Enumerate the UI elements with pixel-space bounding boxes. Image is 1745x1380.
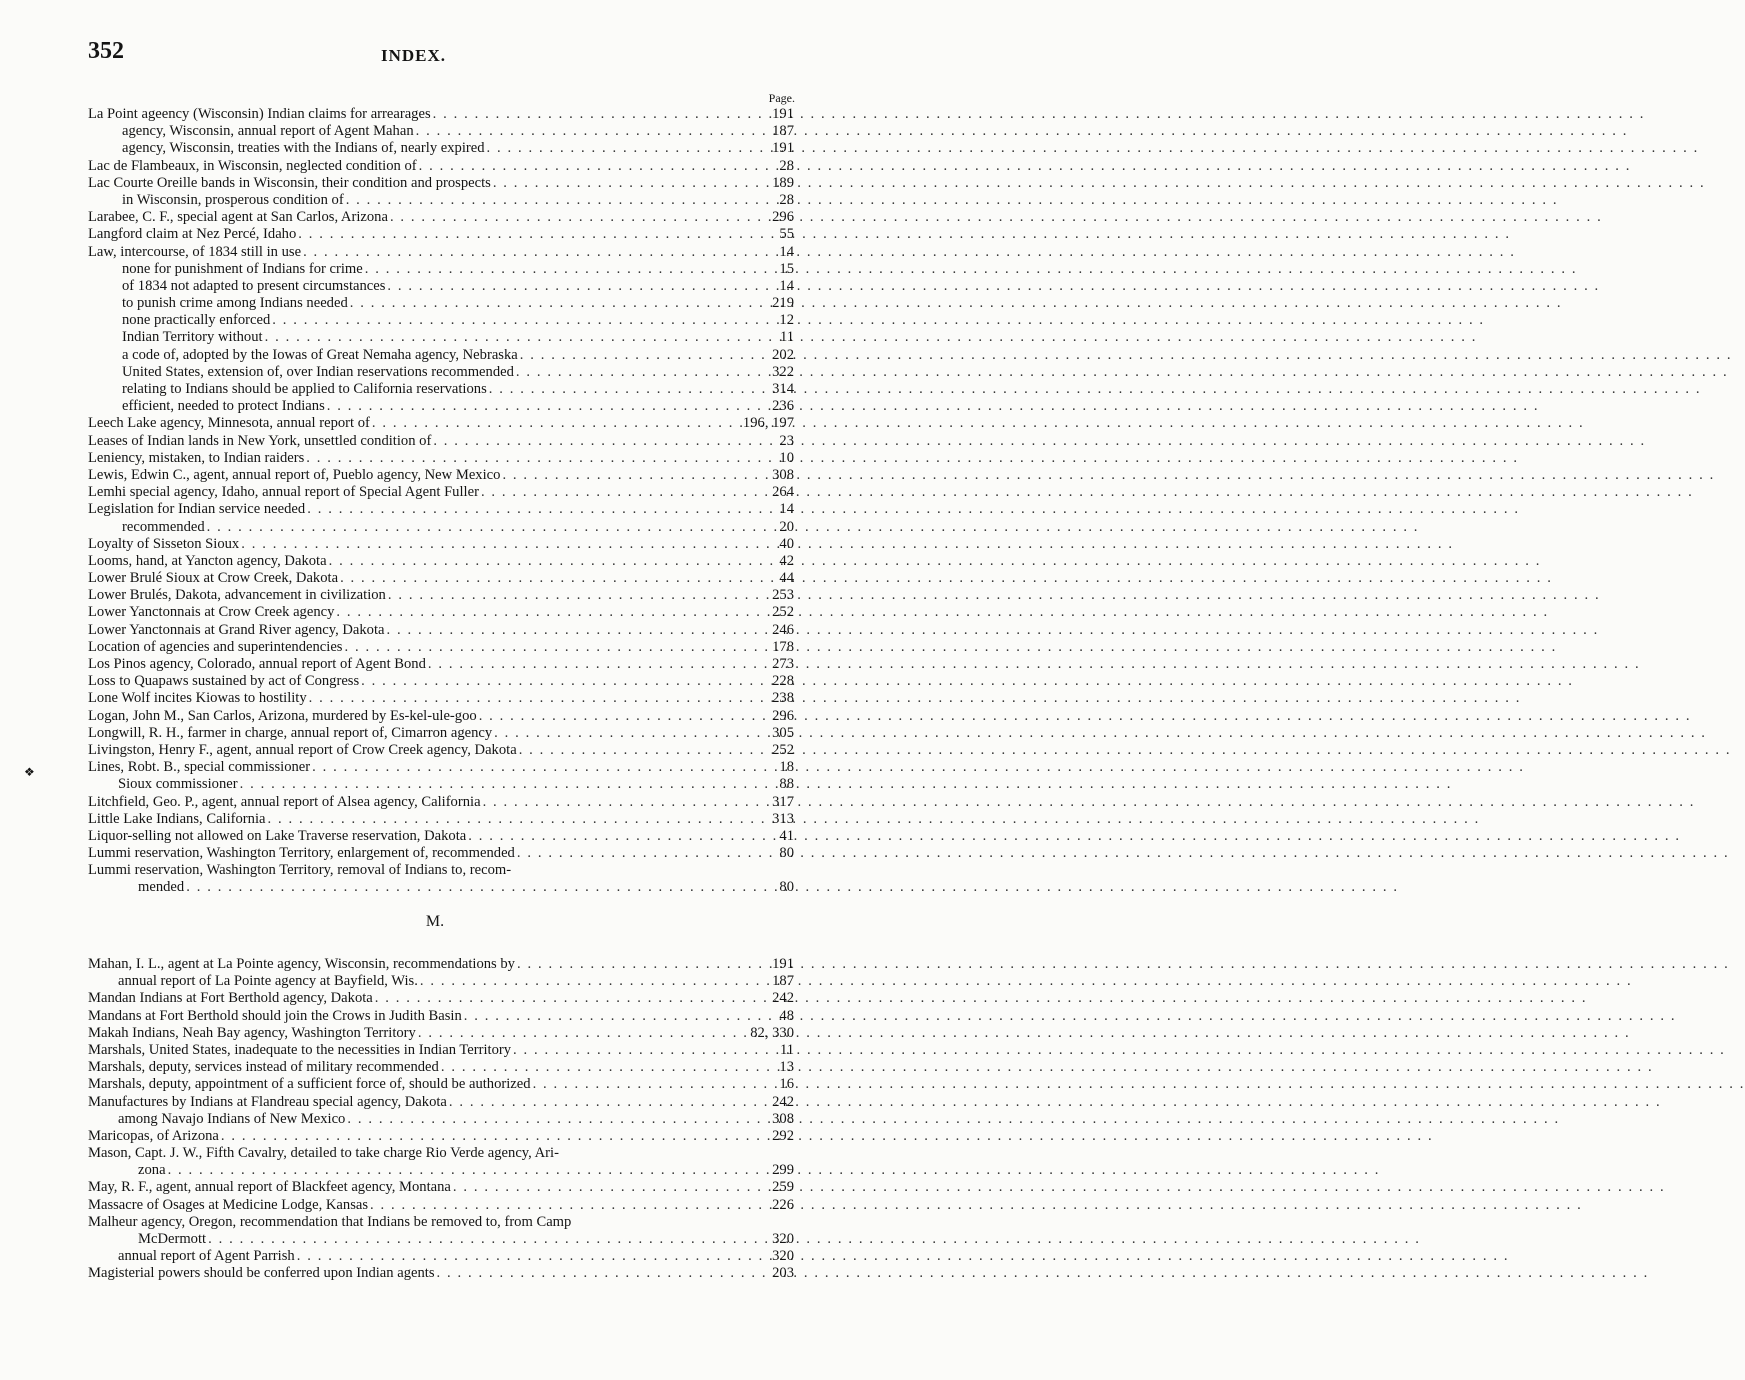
index-entry	[88, 639, 794, 656]
index-entry-text: of 1834 not adapted to present circumstances	[122, 277, 386, 294]
index-entry	[88, 656, 794, 673]
dot-leader	[301, 244, 766, 261]
index-entry-text: Massacre of Osages at Medicine Lodge, Kansas	[88, 1196, 369, 1213]
dot-leader	[206, 1231, 766, 1248]
index-entry-page: 314	[772, 381, 794, 397]
index-entry	[88, 708, 794, 725]
index-entry	[88, 415, 794, 432]
index-entry-text: Leniency, mistaken, to Indian raiders	[88, 449, 305, 466]
section-letter-m: M.	[425, 913, 445, 930]
index-entry	[88, 1248, 794, 1265]
index-entry	[88, 140, 794, 157]
dot-leader	[370, 415, 743, 432]
dot-leader	[373, 990, 766, 1007]
dot-leader	[487, 381, 766, 398]
dot-leader	[166, 1162, 766, 1179]
index-entry-text: Lemhi special agency, Idaho, annual report of Special Agent Fuller	[88, 484, 479, 501]
index-entry-text: Loyalty of Sisseton Sioux	[88, 535, 240, 552]
index-entry-page: 259	[772, 1179, 794, 1196]
index-entry	[88, 973, 794, 990]
index-entry-page: 191	[772, 106, 794, 122]
index-entry-text: zona	[138, 1162, 166, 1179]
index-entry-page: 23	[779, 432, 794, 449]
index-entry-text: Mandans at Fort Berthold should join the Crows in Judith Basin	[88, 1007, 462, 1024]
index-entry-page: 88	[779, 776, 794, 793]
dot-leader	[386, 587, 766, 604]
index-entry-page: 320	[772, 1248, 794, 1265]
dot-leader	[517, 742, 766, 759]
index-entry-page: 246	[772, 621, 794, 638]
dot-leader	[462, 1008, 766, 1025]
index-entry-text: Looms, hand, at Yancton agency, Dakota	[88, 552, 327, 569]
index-entry-text: Lower Brulés, Dakota, advancement in civilization	[88, 587, 386, 604]
dot-leader	[435, 1265, 766, 1282]
index-entry-page: 55	[779, 226, 794, 243]
index-entry-text: agency, Wisconsin, treaties with the Indians of, nearly expired	[122, 140, 485, 157]
dot-leader	[531, 1076, 766, 1093]
index-entry-text: recommended	[122, 518, 205, 535]
index-entry	[88, 845, 794, 862]
index-entry-page: 191	[772, 956, 794, 972]
dot-leader	[239, 536, 766, 553]
index-entry-page: 252	[772, 604, 794, 621]
index-entry-text: May, R. F., agent, annual report of Blackfeet agency, Montana	[88, 1179, 451, 1196]
dot-leader	[385, 278, 766, 295]
index-entry	[88, 226, 794, 243]
dot-leader	[511, 1042, 766, 1059]
index-entry-text: to punish crime among Indians needed	[122, 295, 348, 312]
index-entry-text: Loss to Quapaws sustained by act of Congress	[88, 673, 360, 690]
index-entry-page: 191	[772, 140, 794, 157]
index-entry-page: 14	[779, 243, 794, 260]
index-entry	[88, 381, 794, 398]
index-entry	[88, 1008, 794, 1025]
index-entry	[88, 862, 794, 879]
index-entry-page: 12	[779, 312, 794, 329]
index-entry-text: Law, intercourse, of 1834 still in use	[88, 243, 302, 260]
index-entry-text: Leech Lake agency, Minnesota, annual report of	[88, 415, 370, 432]
dot-leader	[296, 226, 766, 243]
index-entry	[88, 1042, 794, 1059]
index-entry-text: Little Lake Indians, California	[88, 810, 266, 827]
index-entry-text: Lac Courte Oreille bands in Wisconsin, their condition and prospects	[88, 174, 491, 191]
dot-leader	[414, 123, 766, 140]
dot-leader	[431, 433, 766, 450]
index-entry-text: none for punishment of Indians for crime	[122, 260, 363, 277]
index-entry-page: 14	[779, 277, 794, 294]
index-entry-page: 236	[772, 398, 794, 415]
index-entry	[88, 1179, 794, 1196]
dot-leader	[515, 956, 766, 973]
index-entry-page: 242	[772, 990, 794, 1007]
index-section-l	[88, 106, 794, 897]
dot-leader	[344, 192, 766, 209]
index-entry	[88, 467, 794, 484]
index-entry-text: Livingston, Henry F., agent, annual report of Crow Creek agency, Dakota	[88, 741, 517, 758]
dot-leader	[342, 639, 766, 656]
index-entry-text: Lone Wolf incites Kiowas to hostility	[88, 690, 307, 707]
dot-leader	[334, 604, 766, 621]
index-entry-text: annual report of La Pointe agency at Bayfield, Wis.	[118, 973, 418, 990]
dot-leader	[359, 673, 766, 690]
index-entry	[88, 828, 794, 845]
index-entry	[88, 776, 794, 793]
index-entry	[88, 347, 794, 364]
index-entry-page: 13	[779, 1059, 794, 1076]
index-entry-text: Liquor-selling not allowed on Lake Traverse reservation, Dakota	[88, 827, 467, 844]
index-entry	[88, 742, 794, 759]
index-entry-text: Makah Indians, Neah Bay agency, Washington Territory	[88, 1024, 416, 1041]
dot-leader	[325, 398, 766, 415]
index-entry-text: Marshals, United States, inadequate to the necessities in Indian Territory	[88, 1041, 512, 1058]
index-entry	[88, 484, 794, 501]
index-entry-text: Mandan Indians at Fort Berthold agency, Dakota	[88, 990, 373, 1007]
index-entry	[88, 106, 794, 123]
index-entry	[88, 295, 794, 312]
index-entry-page: 299	[772, 1162, 794, 1179]
index-entry	[88, 329, 794, 346]
dot-leader	[492, 725, 766, 742]
index-entry-text: Langford claim at Nez Percé, Idaho	[88, 226, 297, 243]
index-entry-text: annual report of Agent Parrish	[118, 1248, 295, 1265]
index-entry-page: 305	[772, 724, 794, 741]
dot-leader	[447, 1094, 766, 1111]
index-entry-text: La Point ageency (Wisconsin) Indian claims for arrearages	[88, 106, 431, 122]
index-entry	[88, 1076, 794, 1093]
dot-leader	[348, 295, 766, 312]
index-entry	[88, 501, 794, 518]
index-entry	[88, 1059, 794, 1076]
index-entry-text: relating to Indians should be applied to California reservations	[122, 381, 487, 397]
index-entry-page: 11	[779, 1041, 794, 1058]
dot-leader	[417, 158, 766, 175]
index-entry-text: Magisterial powers should be conferred upon Indian agents	[88, 1265, 435, 1282]
dot-leader	[485, 140, 766, 157]
index-entry-page: 252	[772, 741, 794, 758]
index-entry	[88, 244, 794, 261]
index-entry-page: 317	[772, 793, 794, 810]
dot-leader	[418, 973, 766, 990]
index-entry-page: 44	[779, 570, 794, 587]
index-entry-text: Lower Yanctonnais at Grand River agency, Dakota	[88, 621, 385, 638]
index-entry	[88, 759, 794, 776]
index-page	[0, 0, 827, 1380]
index-entry-page: 292	[772, 1127, 794, 1144]
index-entry-text: Mason, Capt. J. W., Fifth Cavalry, detailed to take charge Rio Verde agency, Ari-	[88, 1145, 559, 1162]
index-entry-page: 202	[772, 346, 794, 363]
index-entry	[88, 673, 794, 690]
index-entry-page: 14	[779, 501, 794, 518]
index-entry-page: 82, 330	[750, 1024, 794, 1041]
dot-leader	[219, 1128, 766, 1145]
dot-leader	[238, 776, 766, 793]
index-entry	[88, 1111, 794, 1128]
dot-leader	[368, 1197, 766, 1214]
index-entry-page: 42	[779, 552, 794, 569]
index-entry-page: 40	[779, 535, 794, 552]
index-entry-text: Longwill, R. H., farmer in charge, annual report of, Cimarron agency	[88, 724, 493, 741]
index-entry	[88, 725, 794, 742]
index-entry-page: 242	[772, 1093, 794, 1110]
index-entry-text: in Wisconsin, prosperous condition of	[122, 191, 344, 208]
index-entry-page: 20	[779, 518, 794, 535]
index-entry	[88, 553, 794, 570]
index-entry-page: 11	[779, 329, 794, 346]
index-entry-text: agency, Wisconsin, annual report of Agent Mahan	[122, 123, 414, 140]
index-entry	[88, 364, 794, 381]
index-entry	[88, 956, 794, 973]
index-entry-text: efficient, needed to protect Indians	[122, 398, 325, 415]
index-entry-page: 28	[779, 157, 794, 174]
index-entry	[88, 604, 794, 621]
index-entry-page: 80	[779, 845, 794, 862]
dot-leader	[310, 759, 766, 776]
index-entry-text: Lines, Robt. B., special commissioner	[88, 759, 311, 776]
dot-leader	[514, 364, 766, 381]
index-entry-page: 15	[779, 260, 794, 277]
index-entry	[88, 587, 794, 604]
page-number: 352	[88, 38, 124, 64]
index-entry	[88, 1265, 794, 1282]
dot-leader	[266, 811, 767, 828]
index-entry	[88, 261, 794, 278]
dot-leader	[345, 1111, 766, 1128]
index-entry	[88, 1214, 794, 1231]
index-entry	[88, 433, 794, 450]
dot-leader	[416, 1025, 750, 1042]
index-entry-page: 28	[779, 191, 794, 208]
index-entry-text: Litchfield, Geo. P., agent, annual report of Alsea agency, California	[88, 793, 481, 810]
dot-leader	[295, 1248, 766, 1265]
index-entry-text: Lummi reservation, Washington Territory, enlargement of, recommended	[88, 845, 515, 862]
index-entry-page: 10	[779, 449, 794, 466]
dot-leader	[477, 708, 766, 725]
index-entry-text: Los Pinos agency, Colorado, annual report of Agent Bond	[88, 656, 426, 672]
index-entry-page: 322	[772, 363, 794, 380]
index-entry-text: Marshals, deputy, appointment of a sufficient force of, should be authorized	[88, 1076, 531, 1093]
dot-leader	[491, 175, 766, 192]
index-entry-page: 80	[779, 879, 794, 896]
index-entry-page: 189	[772, 174, 794, 191]
index-entry	[88, 175, 794, 192]
index-entry	[88, 1025, 794, 1042]
index-entry-page: 296	[772, 707, 794, 724]
index-entry-text: Lummi reservation, Washington Territory, removal of Indians to, recom-	[88, 862, 512, 879]
dot-leader	[270, 312, 766, 329]
index-entry-page: 238	[772, 690, 794, 707]
index-entry-text: Manufactures by Indians at Flandreau special agency, Dakota	[88, 1093, 447, 1110]
dot-leader	[327, 553, 766, 570]
dot-leader	[304, 450, 766, 467]
index-entry-text: among Navajo Indians of New Mexico	[118, 1110, 346, 1127]
index-entry	[88, 1094, 794, 1111]
dot-leader	[307, 690, 766, 707]
index-entry	[88, 990, 794, 1007]
dot-leader	[388, 209, 766, 226]
index-entry-page: 41	[779, 827, 794, 844]
index-entry-text: Lewis, Edwin C., agent, annual report of, Pueblo agency, New Mexico	[88, 466, 501, 483]
index-entry-text: a code of, adopted by the Iowas of Great Nemaha agency, Nebraska	[122, 346, 518, 363]
index-entry-text: McDermott	[138, 1231, 207, 1247]
index-entry-text: Location of agencies and superintendencies	[88, 638, 343, 655]
page-column-header: Page.	[768, 91, 795, 105]
index-entry-page: 48	[779, 1007, 794, 1024]
index-entry	[88, 879, 794, 896]
index-entry	[88, 570, 794, 587]
index-entry-page: 253	[772, 587, 794, 604]
index-entry-page: 187	[772, 123, 794, 140]
index-entry	[88, 690, 794, 707]
index-entry-page: 313	[772, 810, 794, 827]
index-entry-page: 273	[772, 656, 794, 672]
dot-leader	[431, 106, 766, 123]
index-entry-text: Marshals, deputy, services instead of military recommended	[88, 1059, 439, 1076]
index-entry-text: Legislation for Indian service needed	[88, 501, 306, 518]
index-entry-text: Logan, John M., San Carlos, Arizona, murdered by Es-kel-ule-goo	[88, 707, 477, 724]
index-entry-text: Lower Yanctonnais at Crow Creek agency	[88, 604, 335, 621]
dot-leader	[385, 622, 766, 639]
index-entry-page: 264	[772, 484, 794, 501]
index-entry	[88, 1145, 794, 1162]
index-entry-text: Lac de Flambeaux, in Wisconsin, neglected condition of	[88, 157, 417, 174]
index-entry-text: Larabee, C. F., special agent at San Carlos, Arizona	[88, 209, 388, 226]
dot-leader	[479, 484, 766, 501]
index-entry	[88, 1231, 794, 1248]
index-entry-text: none practically enforced	[122, 312, 271, 329]
index-section-m	[88, 956, 794, 1283]
index-entry-page: 16	[779, 1076, 794, 1093]
index-entry-text: Sioux commissioner	[118, 776, 238, 793]
dot-leader	[451, 1179, 766, 1196]
index-entry-text: United States, extension of, over Indian reservations recommended	[122, 363, 514, 380]
index-entry-page: 320	[772, 1231, 794, 1247]
index-entry-page: 308	[772, 1110, 794, 1127]
index-entry-page: 196, 197	[742, 415, 794, 432]
index-entry-text: Mahan, I. L., agent at La Pointe agency, Wisconsin, recommendations by	[88, 956, 515, 972]
index-entry	[88, 278, 794, 295]
index-entry-page: 308	[772, 466, 794, 483]
dot-leader	[466, 828, 766, 845]
index-entry	[88, 398, 794, 415]
index-entry	[88, 1197, 794, 1214]
dot-leader	[481, 794, 766, 811]
index-entry-text: Malheur agency, Oregon, recommendation that Indians be removed to, from Camp	[88, 1213, 572, 1230]
index-entry-text: Leases of Indian lands in New York, unsettled condition of	[88, 432, 432, 449]
dot-leader	[518, 347, 766, 364]
index-entry-page: 219	[772, 295, 794, 312]
index-entry-text: Indian Territory without	[122, 329, 263, 346]
index-entry	[88, 209, 794, 226]
margin-mark: ❖	[24, 765, 35, 779]
index-entry-page: 178	[772, 638, 794, 655]
index-entry	[88, 519, 794, 536]
index-entry	[88, 1128, 794, 1145]
dot-leader	[184, 879, 766, 896]
dot-leader	[500, 467, 766, 484]
dot-leader	[363, 261, 766, 278]
dot-leader	[305, 501, 766, 518]
index-entry	[88, 312, 794, 329]
index-entry	[88, 794, 794, 811]
dot-leader	[338, 570, 766, 587]
index-entry-page: 296	[772, 209, 794, 226]
index-entry-text: mended	[138, 879, 185, 896]
dot-leader	[263, 329, 766, 346]
index-entry-page: 228	[772, 673, 794, 690]
index-entry	[88, 1162, 794, 1179]
dot-leader	[426, 656, 766, 673]
index-entry	[88, 450, 794, 467]
index-entry-page: 203	[772, 1265, 794, 1282]
dot-leader	[439, 1059, 766, 1076]
index-entry-text: Maricopas, of Arizona	[88, 1127, 219, 1144]
dot-leader	[515, 845, 766, 862]
index-entry	[88, 123, 794, 140]
index-entry	[88, 158, 794, 175]
index-entry-page: 18	[779, 759, 794, 776]
dot-leader	[205, 519, 766, 536]
index-entry-page: 226	[772, 1196, 794, 1213]
index-entry	[88, 536, 794, 553]
index-entry-page: 187	[772, 973, 794, 990]
index-entry	[88, 811, 794, 828]
index-entry	[88, 622, 794, 639]
index-entry	[88, 192, 794, 209]
running-head: INDEX.	[380, 46, 447, 65]
index-entry-text: Lower Brulé Sioux at Crow Creek, Dakota	[88, 570, 339, 587]
